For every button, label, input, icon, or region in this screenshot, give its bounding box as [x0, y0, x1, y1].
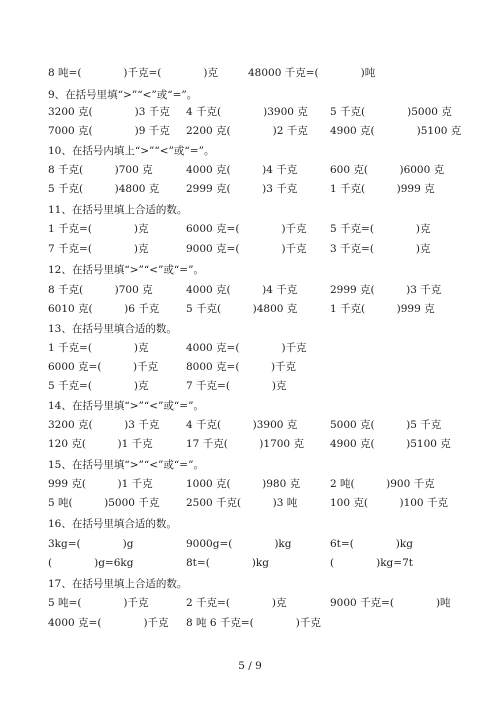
- exercise-item: 7 千克=( )克: [186, 380, 287, 392]
- exercise-item: 1 千克=( )克: [48, 223, 149, 235]
- question-heading: [0, 515, 500, 533]
- exercise-item: 5 吨=( )千克: [48, 597, 149, 609]
- exercise-row: [0, 220, 500, 238]
- exercise-item: 5 千克( )5000 克: [330, 106, 452, 118]
- exercise-item: 5000 克( )5 千克: [330, 419, 442, 431]
- exercise-row: [0, 535, 500, 553]
- exercise-row: [0, 358, 500, 376]
- exercise-item: 4 千克( )3900 克: [186, 106, 308, 118]
- exercise-item: 6t=( )kg: [330, 538, 413, 550]
- exercise-item: 6010 克( )6 千克: [48, 303, 160, 315]
- exercise-item: 7000 克( )9 千克: [48, 125, 170, 137]
- exercise-item: 1 千克( )999 克: [330, 183, 435, 195]
- exercise-item: 8 千克( )700 克: [48, 164, 153, 176]
- exercise-row: [0, 300, 500, 318]
- exercise-item: 4 千克( )3900 克: [186, 419, 298, 431]
- exercise-item: 7 千克=( )克: [48, 243, 149, 255]
- exercise-item: 5 千克=( )克: [48, 380, 149, 392]
- exercise-row: [0, 614, 500, 632]
- question-heading-text: 10、在括号内填上“>”“<”或“=”。: [48, 145, 215, 157]
- exercise-row: [0, 494, 500, 512]
- exercise-row: [0, 240, 500, 258]
- exercise-item: 600 克( )6000 克: [330, 164, 445, 176]
- exercise-row: [0, 475, 500, 493]
- question-heading: [0, 397, 500, 415]
- exercise-item: 2999 克( )3 千克: [330, 284, 442, 296]
- exercise-item: 9000g=( )kg: [186, 538, 292, 550]
- exercise-row: [0, 281, 500, 299]
- exercise-item: 48000 千克=( )吨: [248, 67, 376, 79]
- exercise-row: [0, 103, 500, 121]
- question-heading-text: 13、在括号里填合适的数。: [48, 323, 177, 335]
- question-heading-text: 15、在括号里填“>”“<”或“=”。: [48, 459, 204, 471]
- question-heading-text: 9、在括号里填“>”“<”或“=”。: [48, 89, 198, 101]
- exercise-item: 8 吨=( )千克=( )克: [48, 67, 218, 79]
- exercise-item: 5 吨( )5000 千克: [48, 497, 160, 509]
- exercise-item: 1000 克( )980 克: [186, 478, 301, 490]
- exercise-row: [0, 435, 500, 453]
- exercise-item: 3 千克=( )克: [330, 243, 431, 255]
- exercise-row: [0, 64, 500, 82]
- exercise-item: 2200 克( )2 千克: [186, 125, 308, 137]
- exercise-item: ( )kg=7t: [330, 557, 413, 569]
- exercise-item: 3200 克( )3 千克: [48, 419, 160, 431]
- exercise-item: 2 吨( )900 千克: [330, 478, 435, 490]
- question-heading: [0, 142, 500, 160]
- question-heading: [0, 320, 500, 338]
- exercise-item: 5 千克( )4800 克: [48, 183, 160, 195]
- exercise-item: 8 千克( )700 克: [48, 284, 153, 296]
- question-heading: [0, 456, 500, 474]
- exercise-item: 100 克( )100 千克: [330, 497, 448, 509]
- exercise-row: [0, 377, 500, 395]
- exercise-item: 2999 克( )3 千克: [186, 183, 298, 195]
- exercise-row: [0, 339, 500, 357]
- question-heading-text: 14、在括号里填“>”“<”或“=”。: [48, 400, 204, 412]
- exercise-item: 17 千克( )1700 克: [186, 438, 304, 450]
- exercise-row: [0, 122, 500, 140]
- exercise-item: 9000 千克=( )吨: [330, 597, 451, 609]
- question-heading: [0, 201, 500, 219]
- question-heading: [0, 261, 500, 279]
- exercise-item: 5 千克( )4800 克: [186, 303, 298, 315]
- question-heading: [0, 575, 500, 593]
- exercise-item: 4900 克( )5100 克: [330, 438, 451, 450]
- exercise-item: 8t=( )kg: [186, 557, 269, 569]
- question-heading-text: 17、在括号里填上合适的数。: [48, 578, 188, 590]
- exercise-row: [0, 180, 500, 198]
- exercise-item: 8 吨 6 千克=( )千克: [186, 617, 321, 629]
- question-heading: [0, 86, 500, 104]
- exercise-item: 3kg=( )g: [48, 538, 134, 550]
- exercise-item: 4000 克( )4 千克: [186, 164, 298, 176]
- exercise-item: 2500 千克( )3 吨: [186, 497, 298, 509]
- exercise-row: [0, 554, 500, 572]
- exercise-row: [0, 161, 500, 179]
- exercise-item: 4000 克=( )千克: [48, 617, 169, 629]
- exercise-item: 120 克( )1 千克: [48, 438, 153, 450]
- exercise-item: 8000 克=( )千克: [186, 361, 297, 373]
- exercise-row: [0, 594, 500, 612]
- question-heading-text: 16、在括号里填合适的数。: [48, 518, 177, 530]
- exercise-item: 1 千克=( )克: [48, 342, 149, 354]
- exercise-item: 4000 克=( )千克: [186, 342, 307, 354]
- exercise-item: 4000 克( )4 千克: [186, 284, 298, 296]
- exercise-item: 999 克( )1 千克: [48, 478, 153, 490]
- page-number: 5 / 9: [238, 660, 262, 672]
- exercise-item: 4900 克( )5100 克: [330, 125, 462, 137]
- exercise-item: 5 千克=( )克: [330, 223, 431, 235]
- question-heading-text: 11、在括号里填上合适的数。: [48, 204, 188, 216]
- exercise-item: 6000 克=( )千克: [186, 223, 307, 235]
- exercise-row: [0, 416, 500, 434]
- exercise-item: 3200 克( )3 千克: [48, 106, 170, 118]
- exercise-item: 6000 克=( )千克: [48, 361, 159, 373]
- exercise-item: 2 千克=( )克: [186, 597, 287, 609]
- exercise-item: ( )g=6kg: [48, 557, 134, 569]
- exercise-item: 9000 克=( )千克: [186, 243, 307, 255]
- exercise-item: 1 千克( )999 克: [330, 303, 435, 315]
- question-heading-text: 12、在括号里填“>”“<”或“=”。: [48, 264, 204, 276]
